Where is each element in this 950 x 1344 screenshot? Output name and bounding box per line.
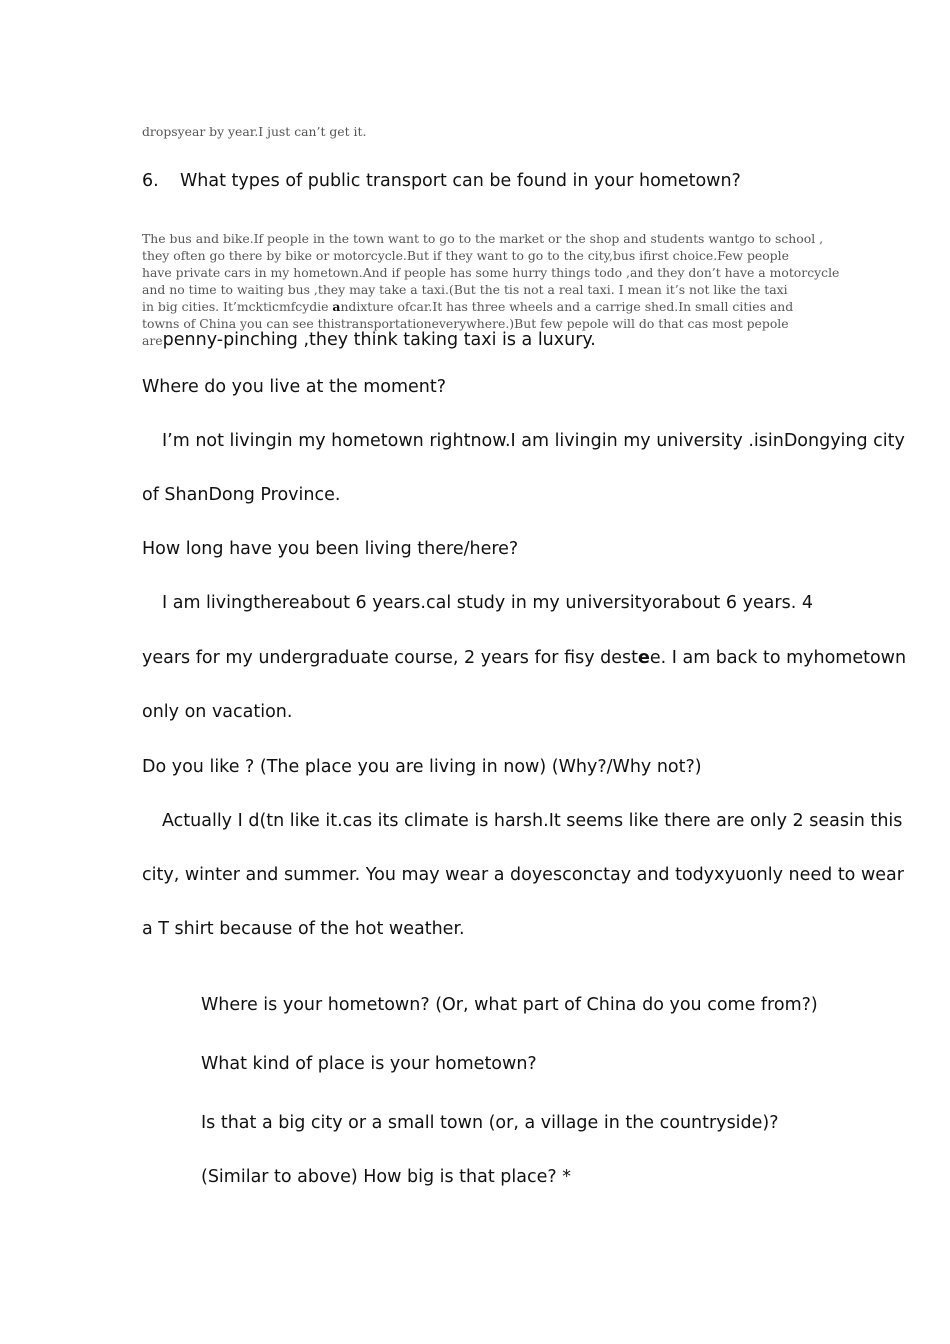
answer-like-3: a T shirt because of the hot weather. [142,919,465,939]
question-6 [142,171,741,191]
para-line-bold: a [332,299,341,314]
list-item: Is that a big city or a small town (or, a village in the countryside)? [201,1113,779,1133]
list-item: What kind of place is your hometown? [201,1054,537,1074]
answer-paragraph [142,230,947,349]
answer-live-now-1: I’m not livingin my hometown rightnow.I am livingin my university .isinDongying city [162,431,905,451]
answer-live-now-2: of ShanDong Province. [142,485,341,505]
top-line: dropsyear by year.I just can’t get it. [142,124,367,139]
para-line: have private cars in my hometown.And if people has some hurry things todo ,and they don’t have a motorcycle [142,265,840,280]
para-last-small: are [142,333,163,348]
answer-how-long-2-bold: e [637,648,650,668]
question-number: 6. [142,171,159,191]
list-item: Where is your hometown? (Or, what part of China do you come from?) [201,995,818,1015]
para-line: they often go there by bike or motorcycle.But if they want to go to the city,bus ifirst choice.Few people [142,248,789,263]
para-line-post: ndixture ofcar.It has three wheels and a carrige shed.In small cities and [340,299,794,314]
answer-how-long-2-pre: years for my undergraduate course, 2 years for fisy dest [142,648,638,668]
para-line: and no time to waiting bus ,they may take a taxi.(But the tis not a real taxi. I mean it’s not like the taxi [142,282,788,297]
para-last-large: penny-pinching ,they think taking taxi is a luxury. [162,330,596,350]
question-text: What types of public transport can be found in your hometown? [180,171,741,191]
answer-how-long-1: I am livingthereabout 6 years.cal study in my universityorabout 6 years. 4 [162,593,813,613]
para-line-pre: in big cities. It’mckticmfcydie [142,299,333,314]
question-live-now: Where do you live at the moment? [142,377,447,397]
answer-like-2: city, winter and summer. You may wear a doyesconctay and todyxyuonly need to wear [142,865,904,885]
answer-how-long-2 [142,648,906,668]
para-line [142,298,947,315]
para-line: The bus and bike.If people in the town want to go to the market or the shop and students wantgo to school , [142,231,824,246]
para-line: towns of China you can see thistransportationeverywhere.)But few pepole will do that cas most pepole [142,316,789,331]
answer-how-long-3: only on vacation. [142,702,293,722]
question-how-long: How long have you been living there/here? [142,539,519,559]
list-item: (Similar to above) How big is that place? * [201,1167,571,1187]
answer-like-1: Actually I d(tn like it.cas its climate is harsh.It seems like there are only 2 seasin this [162,811,903,831]
para-line-last [142,332,947,349]
question-like: Do you like ? (The place you are living in now) (Why?/Why not?) [142,757,702,777]
answer-how-long-2-post: e. I am back to myhometown [649,648,907,668]
